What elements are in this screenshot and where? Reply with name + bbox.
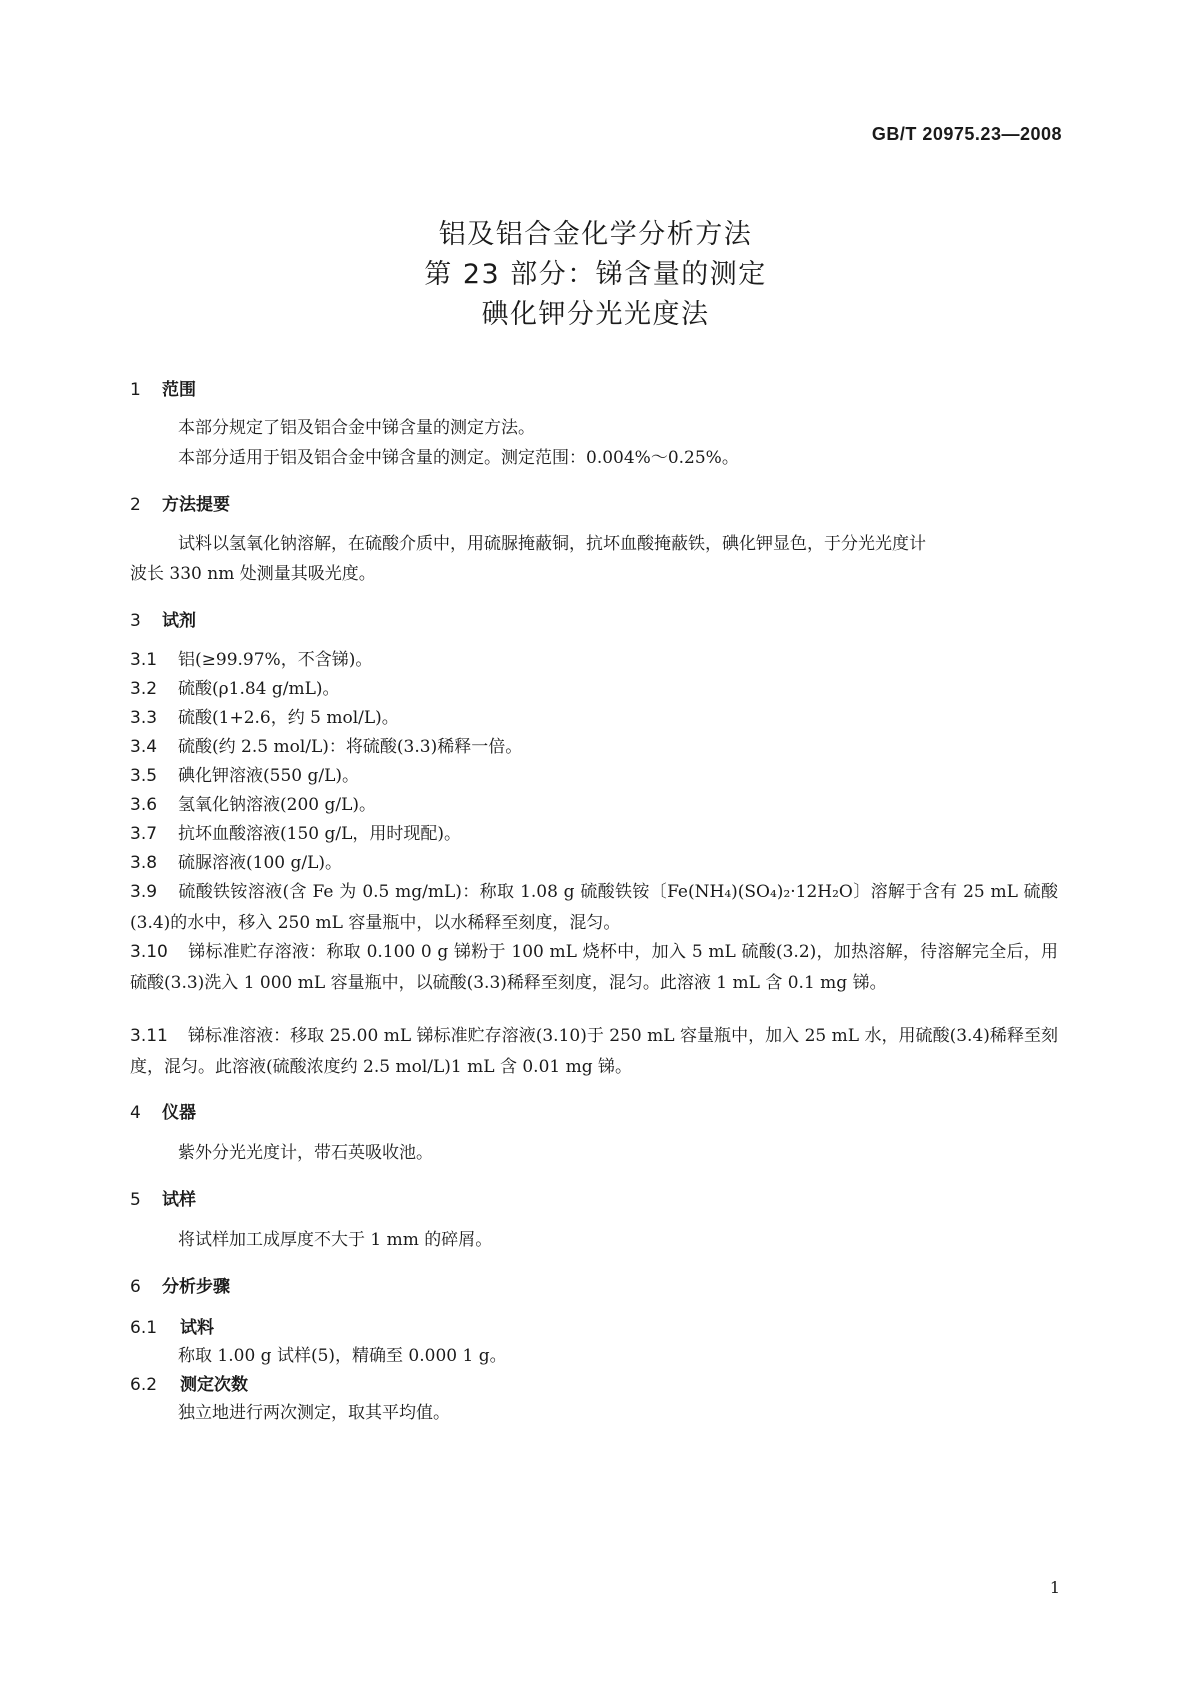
- paragraph: 试料以氢氧化钠溶解，在硫酸介质中，用硫脲掩蔽铜，抗坏血酸掩蔽铁，碘化钾显色，于分光光度计: [178, 534, 926, 554]
- subsection-heading: 6.1 试料: [130, 1318, 214, 1338]
- section-number: 6: [130, 1277, 141, 1297]
- document-title-line3: 碘化钾分光光度法: [481, 299, 710, 330]
- reagent-item: 3.2 硫酸(ρ1.84 g/mL)。: [130, 679, 340, 699]
- reagent-item: 3.1 铝(≥99.97%，不含锑)。: [130, 650, 373, 670]
- paragraph: 称取 1.00 g 试样(5)，精确至 0.000 1 g。: [178, 1346, 507, 1366]
- section-title: 试样: [162, 1190, 196, 1210]
- subsection-heading: 6.2 测定次数: [130, 1375, 248, 1395]
- section-number: 3: [130, 611, 141, 631]
- standard-number: GB/T 20975.23—2008: [871, 124, 1062, 144]
- section-number: 5: [130, 1190, 141, 1210]
- section-number: 2: [130, 495, 141, 515]
- section-heading-scope: [130, 375, 196, 400]
- paragraph: 本部分规定了铝及铝合金中锑含量的测定方法。: [178, 418, 535, 438]
- paragraph: 将试样加工成厚度不大于 1 mm 的碎屑。: [178, 1230, 493, 1250]
- reagent-item: 3.5 碘化钾溶液(550 g/L)。: [130, 766, 360, 786]
- section-title: 方法提要: [162, 495, 230, 515]
- paragraph: 本部分适用于铝及铝合金中锑含量的测定。测定范围：0.004%～0.25%。: [178, 448, 739, 468]
- section-heading-apparatus: [130, 1098, 196, 1123]
- reagent-item: 3.7 抗坏血酸溶液(150 g/L，用时现配)。: [130, 824, 462, 844]
- section-title: 仪器: [162, 1103, 196, 1123]
- reagent-item: 3.8 硫脲溶液(100 g/L)。: [130, 853, 343, 873]
- paragraph: 波长 330 nm 处测量其吸光度。: [130, 564, 376, 584]
- section-title: 范围: [162, 380, 196, 400]
- reagent-item: 3.4 硫酸(约 2.5 mol/L)：将硫酸(3.3)稀释一倍。: [130, 737, 523, 757]
- reagent-item: 3.6 氢氧化钠溶液(200 g/L)。: [130, 795, 377, 815]
- page-number: 1: [1049, 1578, 1060, 1597]
- document-title-line2: 第 23 部分：锑含量的测定: [424, 259, 767, 290]
- reagent-item: 3.3 硫酸(1+2.6，约 5 mol/L)。: [130, 708, 399, 728]
- section-title: 分析步骤: [162, 1277, 230, 1297]
- section-title: 试剂: [162, 611, 196, 631]
- reagent-item: 3.9 硫酸铁铵溶液(含 Fe 为 0.5 mg/mL)：称取 1.08 g 硫酸铁铵〔Fe(NH₄)(SO₄)₂·12H₂O〕溶解于含有 25 mL 硫酸(3.4)的水中，移入 250 mL 容量瓶中，以水稀释至刻度，混匀。: [130, 882, 1058, 933]
- document-title-line1: 铝及铝合金化学分析方法: [438, 219, 753, 250]
- reagent-item: 3.11 锑标准溶液：移取 25.00 mL 锑标准贮存溶液(3.10)于 250 mL 容量瓶中，加入 25 mL 水，用硫酸(3.4)稀释至刻度，混匀。此溶液(硫酸浓度约 2.5 mol/L)1 mL 含 0.01 mg 锑。: [130, 1026, 1058, 1077]
- section-heading-procedure: [130, 1272, 230, 1297]
- paragraph: 独立地进行两次测定，取其平均值。: [178, 1403, 450, 1423]
- paragraph: 紫外分光光度计，带石英吸收池。: [178, 1143, 433, 1163]
- section-number: 4: [130, 1103, 141, 1123]
- reagent-item: 3.10 锑标准贮存溶液：称取 0.100 0 g 锑粉于 100 mL 烧杯中，加入 5 mL 硫酸(3.2)，加热溶解，待溶解完全后，用硫酸(3.3)洗入 1 000 mL 容量瓶中，以硫酸(3.3)稀释至刻度，混匀。此溶液 1 mL 含 0.1 mg 锑。: [130, 942, 1058, 993]
- section-number: 1: [130, 380, 141, 400]
- section-heading-method: [130, 490, 230, 515]
- section-heading-reagents: [130, 606, 196, 631]
- section-heading-sample: [130, 1185, 196, 1210]
